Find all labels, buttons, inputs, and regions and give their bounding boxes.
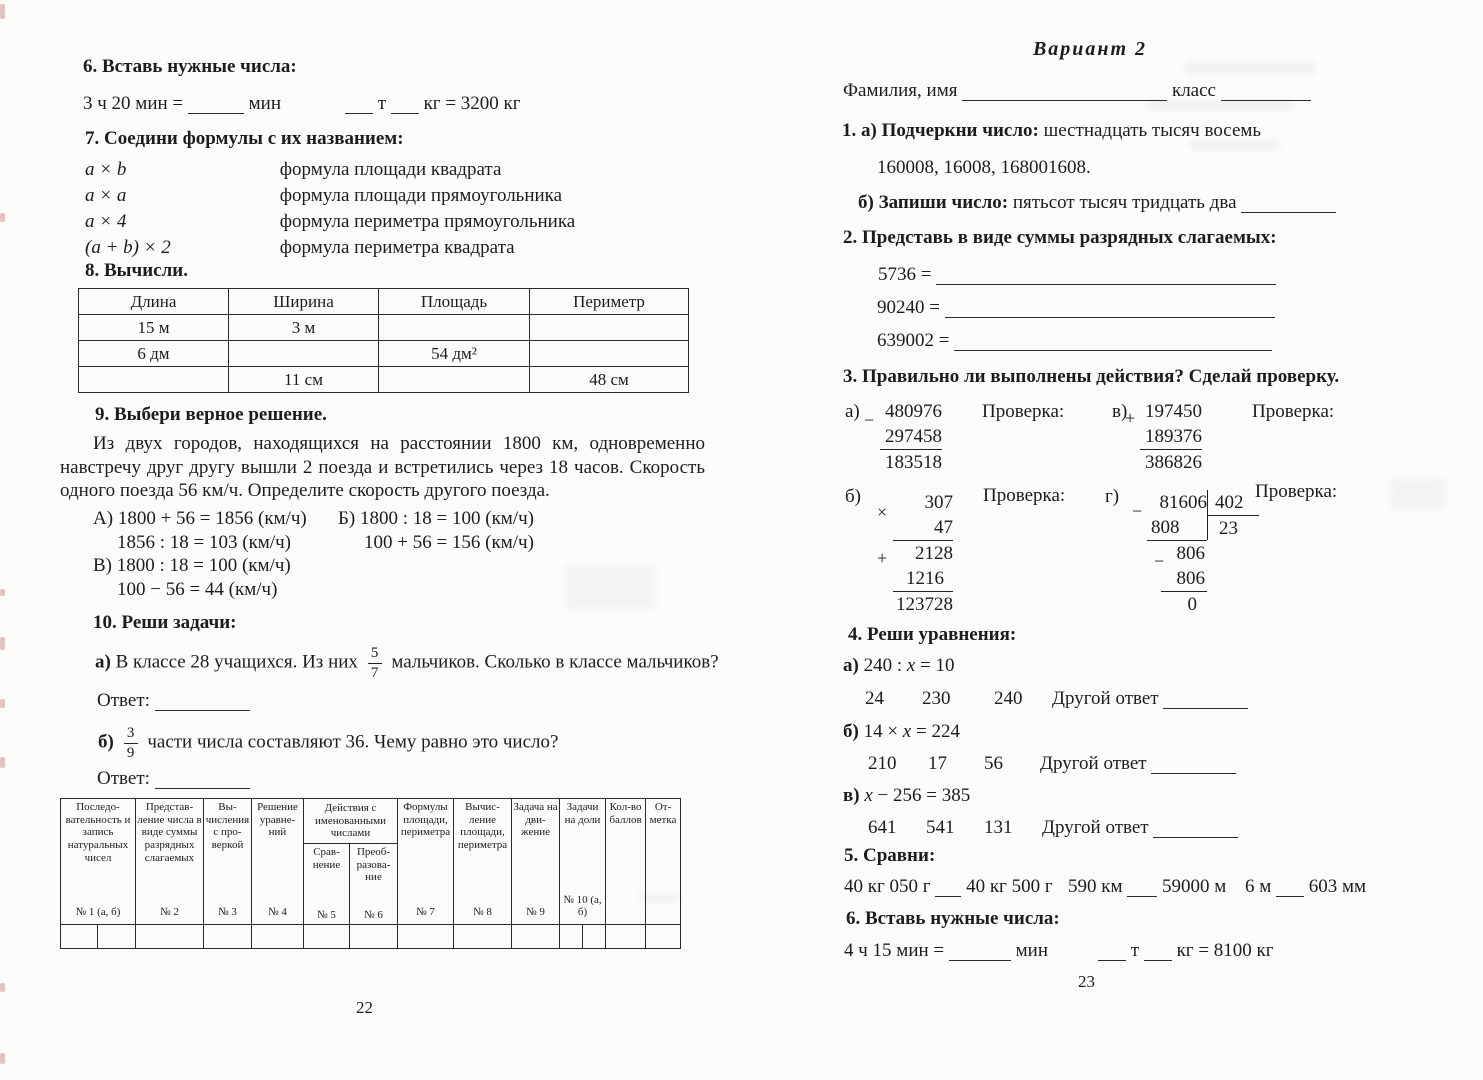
score-col-header-7 — [398, 799, 454, 925]
score-table — [60, 798, 681, 949]
mass-equation-text: кг = 8100 кг — [1176, 940, 1274, 961]
table-row — [79, 315, 689, 341]
equation-text: = 224 — [911, 721, 960, 742]
equation-v — [843, 785, 970, 807]
compare-left: 40 кг 050 г — [844, 876, 931, 897]
score-col-num: № 2 — [160, 906, 179, 919]
option-v-line2: 100 − 56 = 44 (км/ч) — [117, 578, 278, 600]
table-cell — [229, 341, 379, 367]
score-col-header-3 — [204, 799, 252, 925]
variable-x: x — [864, 785, 873, 806]
mass-equation-text: кг = 3200 кг — [423, 93, 521, 114]
page-number-left: 22 — [356, 998, 373, 1017]
scan-artifact — [565, 565, 655, 610]
table-row — [79, 367, 689, 393]
answer-blank — [155, 709, 250, 711]
option-v-line1 — [93, 554, 307, 578]
score-cell — [98, 925, 136, 949]
task6-right-time-line — [844, 940, 1048, 962]
score-col-num: № 7 — [416, 906, 435, 919]
product: 123728 — [896, 594, 953, 615]
table-cell: 54 дм² — [379, 341, 530, 367]
table-cell: 11 см — [229, 367, 379, 393]
option-text: 1800 : 18 = 100 (км/ч) — [116, 555, 291, 576]
answer-blank — [155, 787, 250, 789]
score-col-title: Представление числа в виде суммы разрядных слагаемых — [137, 801, 202, 864]
score-col-title: Вычисление площади, периметра — [457, 801, 508, 851]
table-cell: 3 м — [229, 315, 379, 341]
task1-numbers: 160008, 16008, 168001608. — [877, 157, 1091, 178]
score-col-header-6 — [350, 844, 398, 925]
partial-remainder: 806 — [1176, 543, 1205, 564]
score-cell — [136, 925, 204, 949]
name-blank — [962, 99, 1167, 101]
answer-label: Ответ: — [97, 768, 150, 789]
option-b-line2: 100 + 56 = 156 (км/ч) — [364, 531, 534, 553]
score-col-num: № 3 — [218, 906, 237, 919]
time-unit-label: мин — [1015, 940, 1048, 961]
compare-right: 40 кг 500 г — [966, 876, 1053, 897]
score-col-title: Последовательность и запись натуральных чисел — [65, 801, 131, 864]
compare-blank — [1127, 895, 1157, 897]
score-cell — [583, 925, 606, 949]
score-col-title: Решение уравнений — [257, 801, 298, 839]
fraction-denominator: 9 — [126, 744, 135, 761]
score-cell — [350, 925, 398, 949]
task8-title: 8. Вычисли. — [85, 260, 188, 281]
answer-blank — [391, 112, 419, 114]
option-label: А) — [93, 508, 114, 529]
check-label: Проверка: — [1252, 401, 1335, 422]
option-label: Б) — [338, 508, 356, 529]
divisor: 402 — [1208, 490, 1259, 516]
compare-left: 590 км — [1068, 876, 1123, 897]
table-cell: 6 дм — [79, 341, 229, 367]
table-cell: 15 м — [79, 315, 229, 341]
minuend: 480976 — [885, 401, 942, 422]
score-cell — [204, 925, 252, 949]
quotient: 23 — [1219, 518, 1238, 539]
score-col-num: № 8 — [473, 906, 492, 919]
task10-answer-a — [97, 690, 250, 712]
formula-pair — [85, 157, 575, 183]
sum: 386826 — [1145, 452, 1202, 473]
col-header: Длина — [79, 289, 229, 315]
remainder: 0 — [1187, 594, 1197, 615]
other-answer — [1040, 753, 1236, 775]
check-label: Проверка: — [982, 401, 1065, 422]
partial-subtrahend-2: 806 — [1161, 566, 1207, 592]
division-bracket — [1207, 490, 1259, 540]
answer-blank — [1163, 707, 1248, 709]
score-col-num: № 10 (а, б) — [563, 893, 602, 919]
variant-title: Вариант 2 — [1032, 38, 1148, 60]
table-cell — [379, 367, 530, 393]
formula-text: (a + b) × 2 — [85, 237, 171, 258]
formula-pair — [85, 235, 575, 261]
score-col-header-1 — [61, 799, 136, 925]
score-col-title: Сравнение — [312, 846, 341, 871]
compare-pair-1 — [844, 876, 1053, 898]
item-label: в) — [843, 785, 860, 806]
answer-blank — [1098, 959, 1126, 961]
answer-option: 56 — [984, 753, 1003, 774]
score-col-header-10 — [560, 799, 606, 925]
col-header: Площадь — [379, 289, 530, 315]
task2-title: 2. Представь в виде суммы разрядных слагаемых: — [843, 227, 1277, 248]
minus-sign: − — [1132, 501, 1143, 521]
answer-option: 24 — [865, 688, 884, 709]
subtrahend: 297458 — [880, 424, 942, 450]
problem-text: части числа составляют 36. Чему равно это число? — [147, 731, 559, 753]
score-cell — [304, 925, 350, 949]
item-label-b: б) — [845, 486, 861, 507]
formula-name: формула периметра прямоугольника — [279, 211, 576, 232]
page-number-right: 23 — [1078, 972, 1095, 991]
book-edge-mark — [0, 213, 5, 222]
score-cell — [252, 925, 304, 949]
book-edge-mark — [0, 4, 5, 19]
equation-a — [843, 655, 955, 677]
task9-options-col2 — [338, 507, 534, 554]
score-col-header-9 — [512, 799, 560, 925]
item-label: б) — [98, 731, 114, 753]
addend-1: 197450 — [1145, 401, 1202, 422]
option-a-line1 — [93, 507, 307, 531]
task4-title: 4. Реши уравнения: — [848, 624, 1017, 645]
task7-pairs — [85, 157, 575, 261]
task2-item-1 — [878, 264, 1276, 286]
item-label-a: а) — [845, 401, 860, 422]
dividend: 81606 — [1159, 492, 1207, 513]
task6-left-title: 6. Вставь нужные числа: — [83, 56, 297, 77]
expansion-lhs: 639002 = — [877, 330, 950, 351]
score-col-title: Отметка — [649, 801, 677, 826]
col-header: Ширина — [229, 289, 379, 315]
task6-right-mass-line — [1098, 940, 1274, 962]
table-row — [79, 341, 689, 367]
score-col-title: Вычисления с проверкой — [205, 801, 250, 851]
score-cell — [454, 925, 512, 949]
fraction-3-9 — [124, 725, 138, 761]
book-edge-mark — [0, 637, 5, 650]
subtraction-block — [864, 399, 942, 475]
score-cell — [606, 925, 646, 949]
answer-option: 230 — [922, 688, 951, 709]
answer-label: Ответ: — [97, 690, 150, 711]
table-cell — [530, 315, 689, 341]
compare-left: 6 м — [1245, 876, 1272, 897]
task7-title: 7. Соедини формулы с их названием: — [85, 128, 404, 149]
task6-left-time-line — [83, 93, 281, 115]
equation-b — [843, 721, 960, 743]
task2-item-3 — [877, 330, 1272, 352]
option-label: В) — [93, 555, 112, 576]
answer-option: 641 — [868, 817, 897, 838]
task9-problem-text: Из двух городов, находящихся на расстоянии 1800 км, одновременно навстречу друг другу вышли 2 поезда и встретились через 18 часов. Скорость одного поезда 56 км/ч. Определите скорость другого поезда. — [60, 433, 705, 501]
equation-text: − 256 = 385 — [872, 785, 971, 806]
variable-x: x — [906, 655, 916, 676]
compare-pair-2 — [1068, 876, 1226, 898]
answer-option: 210 — [868, 753, 897, 774]
task5-title: 5. Сравни: — [844, 845, 936, 866]
score-cell — [646, 925, 681, 949]
score-col-header-2 — [136, 799, 204, 925]
answer-option: 131 — [984, 817, 1013, 838]
class-label: класс — [1171, 80, 1216, 101]
item-label: а) — [95, 651, 111, 673]
partial-product-1: 2128 — [915, 543, 953, 564]
score-cell — [398, 925, 454, 949]
addend-2: 189376 — [1140, 424, 1202, 450]
score-col-num: № 1 (а, б) — [75, 906, 121, 919]
plus-sign: + — [877, 548, 888, 568]
answer-blank — [345, 112, 373, 114]
score-col-num: № 9 — [526, 906, 545, 919]
scan-artifact — [1185, 62, 1315, 74]
task10-problem-b — [98, 725, 738, 761]
answer-option: 240 — [994, 688, 1023, 709]
table-cell — [79, 367, 229, 393]
task1-b-text: пятьсот тысяч тридцать два — [1012, 192, 1242, 213]
minus-sign: − — [1154, 551, 1165, 571]
task1-a-line — [842, 120, 1261, 142]
answer-blank — [1144, 959, 1172, 961]
answer-blank — [945, 316, 1275, 318]
task6-right-title: 6. Вставь нужные числа: — [846, 908, 1060, 929]
partial-product-2: 1216 — [893, 566, 953, 592]
table-cell — [379, 315, 530, 341]
score-col-title: Преобразование — [356, 846, 391, 884]
equation-text: 14 × — [863, 721, 903, 742]
option-text: 1800 + 56 = 1856 (км/ч) — [117, 508, 307, 529]
tonne-label: т — [377, 93, 387, 114]
score-group-header: Действия с именованными числами — [304, 799, 398, 844]
formula-text: a × b — [85, 159, 127, 180]
score-col-num: № 6 — [364, 909, 383, 922]
fraction-line — [368, 663, 382, 664]
task2-item-2 — [877, 297, 1275, 319]
formula-name: формула периметра квадрата — [279, 237, 515, 258]
problem-text: В классе 28 учащихся. Из них — [115, 651, 358, 673]
book-edge-mark — [0, 699, 5, 708]
fraction-5-7 — [368, 645, 382, 681]
task9-title: 9. Выбери верное решение. — [95, 404, 327, 425]
score-col-header-5 — [304, 844, 350, 925]
compare-blank — [935, 895, 961, 897]
scan-artifact — [1390, 478, 1445, 510]
name-label: Фамилия, имя — [843, 80, 958, 101]
task1-b-label: б) Запиши число: — [858, 192, 1009, 213]
answer-blank — [188, 112, 244, 114]
table-cell: 48 см — [530, 367, 689, 393]
task9-options-col1 — [93, 507, 307, 601]
multiply-sign: × — [877, 502, 888, 522]
fraction-line — [124, 743, 138, 744]
col-header: Периметр — [530, 289, 689, 315]
expansion-lhs: 5736 = — [878, 264, 932, 285]
book-edge-mark — [0, 589, 5, 596]
partial-subtrahend-1: 808 — [1147, 515, 1207, 541]
multiplication-block — [877, 490, 953, 617]
variable-x: x — [902, 721, 912, 742]
other-answer — [1042, 817, 1238, 839]
task10-title: 10. Реши задачи: — [93, 612, 237, 633]
formula-text: a × a — [85, 185, 127, 206]
task10-problem-a — [95, 645, 735, 681]
score-cell — [560, 925, 583, 949]
option-b-line1 — [338, 507, 534, 531]
calc-table — [78, 288, 689, 393]
answer-blank — [1241, 211, 1336, 213]
score-col-num: № 5 — [317, 909, 336, 922]
name-class-line — [843, 80, 1311, 102]
table-cell — [530, 341, 689, 367]
tonne-label: т — [1130, 940, 1140, 961]
score-col-header-11 — [606, 799, 646, 925]
time-unit-label: мин — [248, 93, 281, 114]
minus-sign: − — [864, 410, 875, 430]
other-answer-label: Другой ответ — [1052, 688, 1159, 709]
check-label: Проверка: — [1255, 481, 1338, 502]
compare-right: 59000 м — [1162, 876, 1227, 897]
item-label: а) — [843, 655, 859, 676]
formula-name: формула площади прямоугольника — [279, 185, 563, 206]
answer-blank — [936, 283, 1276, 285]
plus-sign: + — [1125, 408, 1136, 428]
table-header-row — [79, 289, 689, 315]
other-answer — [1052, 688, 1248, 710]
expansion-lhs: 90240 = — [877, 297, 940, 318]
book-edge-mark — [0, 1053, 5, 1064]
item-label: б) — [843, 721, 859, 742]
answer-blank — [949, 959, 1011, 961]
book-edge-mark — [0, 983, 5, 992]
formula-name: формула площади квадрата — [279, 159, 502, 180]
equation-text: = 10 — [915, 655, 955, 676]
task1-a-label: 1. а) Подчеркни число: — [842, 120, 1039, 141]
score-col-title: Кол-во баллов — [609, 801, 642, 826]
score-col-header-4 — [252, 799, 304, 925]
answer-option: 541 — [926, 817, 955, 838]
time-equation-text: 4 ч 15 мин = — [844, 940, 945, 961]
task1-b-line — [858, 192, 1336, 214]
task10-answer-b — [97, 768, 250, 790]
score-col-header-8 — [454, 799, 512, 925]
task3-title: 3. Правильно ли выполнены действия? Сделай проверку. — [843, 366, 1340, 387]
score-col-title: Задачи на доли — [564, 801, 601, 826]
compare-blank — [1276, 895, 1304, 897]
answer-blank — [954, 349, 1272, 351]
option-a-line2: 1856 : 18 = 103 (км/ч) — [117, 531, 291, 553]
answer-option: 17 — [928, 753, 947, 774]
option-text: 1800 : 18 = 100 (км/ч) — [360, 508, 534, 529]
equation-text: 240 : — [863, 655, 907, 676]
score-col-title: Формулы площади, периметра — [400, 801, 451, 839]
item-label-v: в) — [1112, 401, 1128, 422]
compare-pair-3 — [1245, 876, 1366, 898]
other-answer-label: Другой ответ — [1042, 817, 1149, 838]
addition-block — [1125, 399, 1202, 475]
formula-pair — [85, 183, 575, 209]
fraction-numerator: 5 — [370, 645, 379, 661]
item-label-g: г) — [1105, 486, 1120, 507]
answer-blank — [1153, 836, 1238, 838]
compare-right: 603 мм — [1308, 876, 1367, 897]
score-col-title: Задача на движение — [513, 801, 558, 839]
other-answer-label: Другой ответ — [1040, 753, 1147, 774]
difference: 183518 — [885, 452, 942, 473]
task1-a-text: шестнадцать тысяч восемь — [1043, 120, 1262, 141]
book-edge-mark — [0, 757, 5, 768]
fraction-numerator: 3 — [126, 725, 135, 741]
task6-left-mass-line — [345, 93, 521, 115]
problem-text: мальчиков. Сколько в классе мальчиков? — [391, 651, 719, 673]
multiplicand: 307 — [924, 492, 953, 513]
formula-pair — [85, 209, 575, 235]
fraction-denominator: 7 — [370, 664, 379, 681]
answer-blank — [1151, 772, 1236, 774]
division-block — [1132, 490, 1259, 617]
time-equation-text: 3 ч 20 мин = — [83, 93, 184, 114]
formula-text: a × 4 — [85, 211, 127, 232]
class-blank — [1221, 99, 1311, 101]
check-label: Проверка: — [983, 485, 1066, 506]
multiplier: 47 — [893, 515, 953, 541]
score-cell — [512, 925, 560, 949]
score-cell — [61, 925, 98, 949]
score-col-header-12 — [646, 799, 681, 925]
score-col-num: № 4 — [268, 906, 287, 919]
